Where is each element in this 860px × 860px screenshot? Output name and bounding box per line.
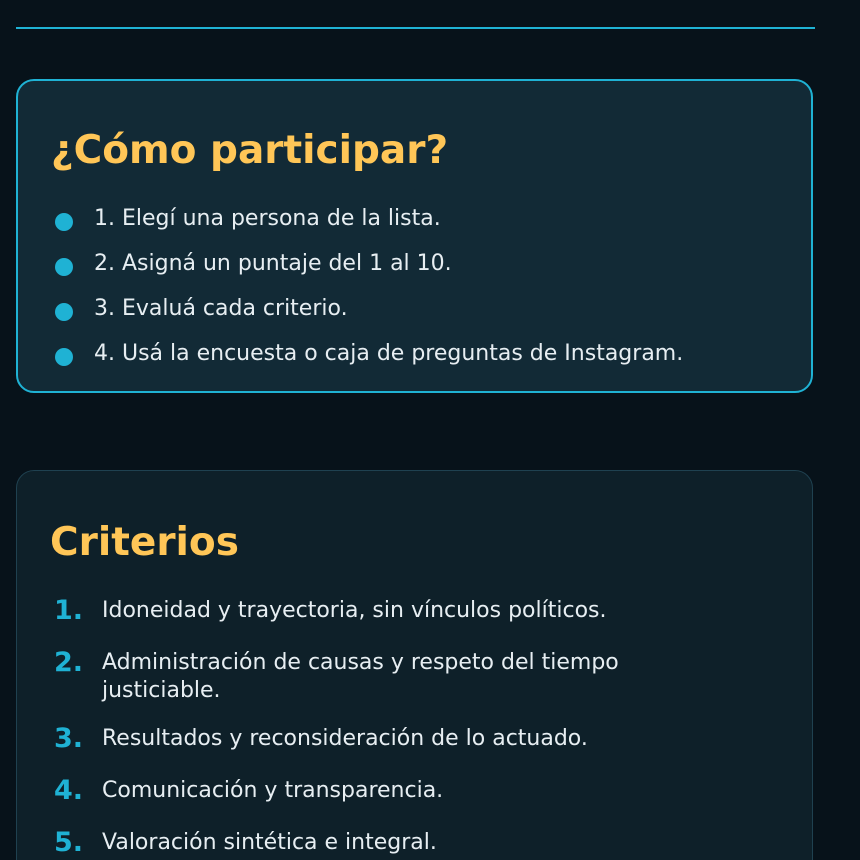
- list-item: [54, 725, 754, 757]
- bullet-icon: [55, 348, 73, 366]
- step-text: 2. Asigná un puntaje del 1 al 10.: [94, 251, 452, 276]
- list-item: [54, 649, 754, 705]
- criterion-text: Idoneidad y trayectoria, sin vínculos políticos.: [102, 598, 607, 623]
- criteria-card: [16, 470, 813, 860]
- list-item: [54, 777, 754, 809]
- list-item: [53, 251, 683, 296]
- criterion-number: 2.: [54, 647, 84, 678]
- bullet-icon: [55, 303, 73, 321]
- criterion-number: 4.: [54, 775, 84, 806]
- list-item: [53, 206, 683, 251]
- step-text: 4. Usá la encuesta o caja de preguntas de Instagram.: [94, 341, 684, 366]
- criterion-number: 1.: [54, 595, 84, 626]
- steps-list: [53, 206, 683, 386]
- criterion-number: 5.: [54, 827, 84, 858]
- top-divider: [16, 27, 815, 29]
- how-to-participate-card: [16, 79, 813, 393]
- criteria-title: Criterios: [50, 520, 239, 565]
- criterion-number: 3.: [54, 723, 84, 754]
- how-to-title: ¿Cómo participar?: [51, 128, 449, 173]
- criterion-text: Valoración sintética e integral.: [102, 830, 437, 855]
- step-text: 1. Elegí una persona de la lista.: [94, 206, 441, 231]
- list-item: [54, 597, 754, 629]
- criteria-list: [54, 597, 754, 860]
- list-item: [53, 341, 683, 386]
- criterion-text: Comunicación y transparencia.: [102, 778, 444, 803]
- list-item: [54, 829, 754, 860]
- criterion-text: Resultados y reconsideración de lo actuado.: [102, 726, 588, 751]
- list-item: [53, 296, 683, 341]
- bullet-icon: [55, 213, 73, 231]
- step-text: 3. Evaluá cada criterio.: [94, 296, 348, 321]
- criterion-text: Administración de causas y respeto del tiempo justiciable.: [102, 650, 619, 703]
- bullet-icon: [55, 258, 73, 276]
